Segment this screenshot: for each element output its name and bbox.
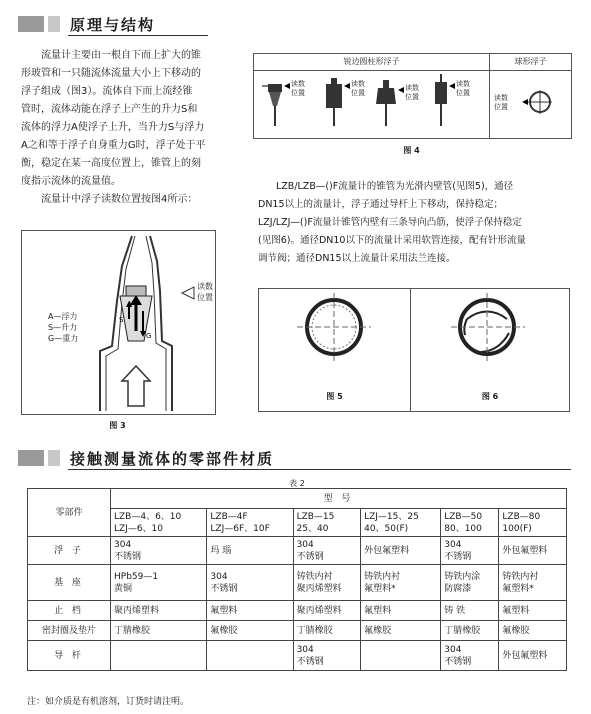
header-spherical: 球形浮子 (514, 57, 547, 66)
material-cell (499, 537, 567, 565)
text-line: 衡，稳定在某一高度位置上，锥管上的刻 (21, 158, 201, 169)
reading-position-label (494, 94, 508, 112)
cell-line: 304 (296, 644, 314, 655)
label-line: 读数 (494, 94, 508, 102)
label-line: 位置 (197, 293, 213, 302)
text-line: 流体的浮力A使浮子上升，当升力S与浮力 (21, 122, 205, 133)
part-name: 止 档 (28, 601, 111, 621)
label-line: 读数 (405, 84, 419, 92)
material-cell: 氟塑料 (207, 601, 293, 621)
text-line: 形玻管和一只随流体流量大小上下移动的 (21, 68, 201, 79)
cell-line: 不锈钢 (296, 551, 324, 562)
cell-line: 不锈钢 (444, 551, 472, 562)
label-line: 读数 (291, 80, 305, 88)
cell-line: 铸铁内衬 (502, 571, 539, 582)
cell-line: 铸铁内衬 (364, 571, 401, 582)
model-cell (499, 509, 567, 537)
header-cylindrical: 锐边圆柱形浮子 (343, 57, 400, 66)
float-letter-a: A (127, 300, 132, 308)
cell-line: 铸铁内衬 (296, 571, 333, 582)
reading-position-label (291, 80, 305, 98)
material-cell: 氟橡胶 (207, 621, 293, 641)
label-line: 位置 (351, 89, 365, 97)
table-note: 注：如介质是有机溶剂，订货时请注明。 (27, 697, 190, 707)
material-cell (207, 565, 293, 601)
material-cell (499, 565, 567, 601)
legend-item: G—重力 (48, 334, 79, 343)
table-row (28, 641, 567, 671)
cell-line: 氟塑料* (364, 583, 396, 594)
text-line: LZB/LZB—()F流量计的锥管为光滑内壁管(见图5)，通径 (276, 181, 514, 192)
material-cell (111, 537, 207, 565)
cell-line: 不锈钢 (296, 656, 324, 667)
part-name: 导 杆 (28, 641, 111, 671)
model-cell (293, 509, 361, 537)
label-line: 位置 (405, 93, 419, 101)
model-cell (441, 509, 499, 537)
label-line: 位置 (494, 103, 508, 111)
material-cell: 氟塑料 (499, 601, 567, 621)
cell-line: 304 (444, 539, 462, 550)
reading-position-label (351, 80, 365, 98)
cell-line: 防腐漆 (444, 583, 472, 594)
text-line: 调节阀；通径DN15以上流量计采用法兰连接。 (258, 253, 456, 264)
header-block (18, 450, 44, 466)
cell-line: 外包氟塑料 (364, 545, 410, 556)
label-line: 读数 (456, 80, 470, 88)
material-cell (207, 641, 293, 671)
material-cell (361, 641, 441, 671)
divider (68, 35, 208, 36)
cell-line: 黄铜 (114, 583, 133, 594)
section-header-principle (18, 14, 208, 36)
table-row (28, 601, 567, 621)
reading-position-label (405, 84, 419, 102)
label-line: 位置 (456, 89, 470, 97)
text-line: A之和等于浮子自身重力G时，浮子处于平 (21, 140, 206, 151)
cell-line: LZB—4F (210, 511, 248, 522)
figure-5-6-frame (258, 288, 570, 412)
cell-line: LZB—4、6、10 (114, 511, 182, 522)
cell-line: 玛 瑙 (210, 545, 232, 556)
label-line: 读数 (197, 282, 213, 291)
section-title: 接触测量流体的零部件材质 (70, 450, 275, 468)
model-cell (207, 509, 293, 537)
material-cell (441, 565, 499, 601)
text-line: 管时，流体动能在浮子上产生的升力S和 (21, 104, 198, 115)
material-cell: 丁腈橡胶 (441, 621, 499, 641)
part-name: 基 座 (28, 565, 111, 601)
material-cell (441, 641, 499, 671)
materials-table (27, 488, 567, 671)
material-cell (499, 641, 567, 671)
table-row (28, 621, 567, 641)
material-cell: 铸 铁 (441, 601, 499, 621)
material-cell (111, 641, 207, 671)
figure-4 (253, 53, 572, 139)
header-block (48, 450, 60, 466)
material-cell (293, 641, 361, 671)
cell-line: 外包氟塑料 (502, 650, 548, 661)
legend-item: A—浮力 (48, 312, 78, 321)
material-cell: 丁腈橡胶 (293, 621, 361, 641)
smooth-tube-section (297, 293, 371, 361)
figure-5-caption: 图 5 (326, 392, 343, 401)
text-line: LZJ/LZJ—()F流量计锥管内壁有三条导向凸筋，使浮子保持稳定 (258, 217, 522, 228)
cell-line: LZJ—6、10 (114, 523, 164, 534)
cell-line: LZB—80 (502, 511, 541, 522)
part-name: 密封圈及垫片 (28, 621, 111, 641)
material-cell (293, 537, 361, 565)
material-cell: 聚丙烯塑料 (111, 601, 207, 621)
text-line: DN15以上的流量计，浮子通过导杆上下移动，保持稳定； (258, 199, 504, 210)
principle-paragraph (21, 47, 221, 209)
figure-4-caption: 图 4 (403, 146, 420, 155)
float-letter-s: S (119, 316, 124, 324)
cell-line: 不锈钢 (114, 551, 142, 562)
section-title: 原理与结构 (70, 16, 156, 34)
model-cell (111, 509, 207, 537)
cell-line: 304 (296, 539, 314, 550)
cell-line: 铸铁内涂 (444, 571, 481, 582)
ribbed-tube-section (451, 293, 525, 361)
reading-position-label (456, 80, 470, 98)
table-caption: 表 2 (289, 479, 305, 488)
cell-line: 不锈钢 (444, 656, 472, 667)
cell-line: 氟塑料* (502, 583, 534, 594)
cell-line: HPb59—1 (114, 571, 159, 582)
cell-line: LZB—50 (444, 511, 483, 522)
cell-line: 外包氟塑料 (502, 545, 548, 556)
cell-line: 304 (210, 571, 228, 582)
divider (68, 469, 571, 470)
cell-line: 304 (114, 539, 132, 550)
material-cell (361, 565, 441, 601)
text-line: 浮子组成（图3）。流体自下而上流经锥 (21, 86, 193, 97)
cell-line: 聚丙烯塑料 (296, 583, 342, 594)
table-row (28, 565, 567, 601)
table-header-row (28, 489, 567, 509)
label-line: 读数 (351, 80, 365, 88)
material-cell (361, 537, 441, 565)
legend-item: S—升力 (48, 323, 78, 332)
cell-line: 25、40 (296, 523, 329, 534)
header-block (48, 16, 60, 32)
text-line: 流量计主要由一根自下而上扩大的锥 (41, 50, 201, 61)
material-cell (441, 537, 499, 565)
cell-line: LZJ—6F、10F (210, 523, 270, 534)
cell-line: 100(F) (502, 523, 532, 534)
material-cell (293, 565, 361, 601)
material-cell: 丁腈橡胶 (111, 621, 207, 641)
material-cell (111, 565, 207, 601)
figure-6-caption: 图 6 (481, 392, 499, 401)
section-header-materials (18, 448, 571, 470)
material-cell: 氟橡胶 (499, 621, 567, 641)
part-header: 零部件 (28, 489, 111, 537)
cell-line: LZJ—15、25 (364, 511, 419, 522)
model-cell (361, 509, 441, 537)
figure-3 (21, 230, 216, 415)
table-row (28, 537, 567, 565)
cell-line: 不锈钢 (210, 583, 238, 594)
cell-line: 80、100 (444, 523, 482, 534)
cell-line: 304 (444, 644, 462, 655)
text-line: 度指示流体的流量值。 (21, 176, 121, 187)
material-cell: 氟橡胶 (361, 621, 441, 641)
material-cell: 氟塑料 (361, 601, 441, 621)
material-cell (207, 537, 293, 565)
model-header: 型 号 (111, 489, 567, 509)
figure-3-caption: 图 3 (109, 421, 126, 430)
header-block (18, 16, 44, 32)
text-line: (见图6)。通径DN10以下的流量计采用软管连接，配有针形流量 (258, 235, 526, 246)
force-legend (48, 311, 78, 344)
cell-line: LZB—15 (296, 511, 335, 522)
material-cell: 聚丙烯塑料 (293, 601, 361, 621)
reading-position-label (197, 281, 213, 303)
float-letter-g: G (146, 332, 152, 340)
part-name: 浮 子 (28, 537, 111, 565)
cell-line: 40、50(F) (364, 523, 409, 534)
label-line: 位置 (291, 89, 305, 97)
text-line: 流量计中浮子读数位置按图4所示： (41, 194, 198, 205)
tube-description (258, 178, 578, 268)
